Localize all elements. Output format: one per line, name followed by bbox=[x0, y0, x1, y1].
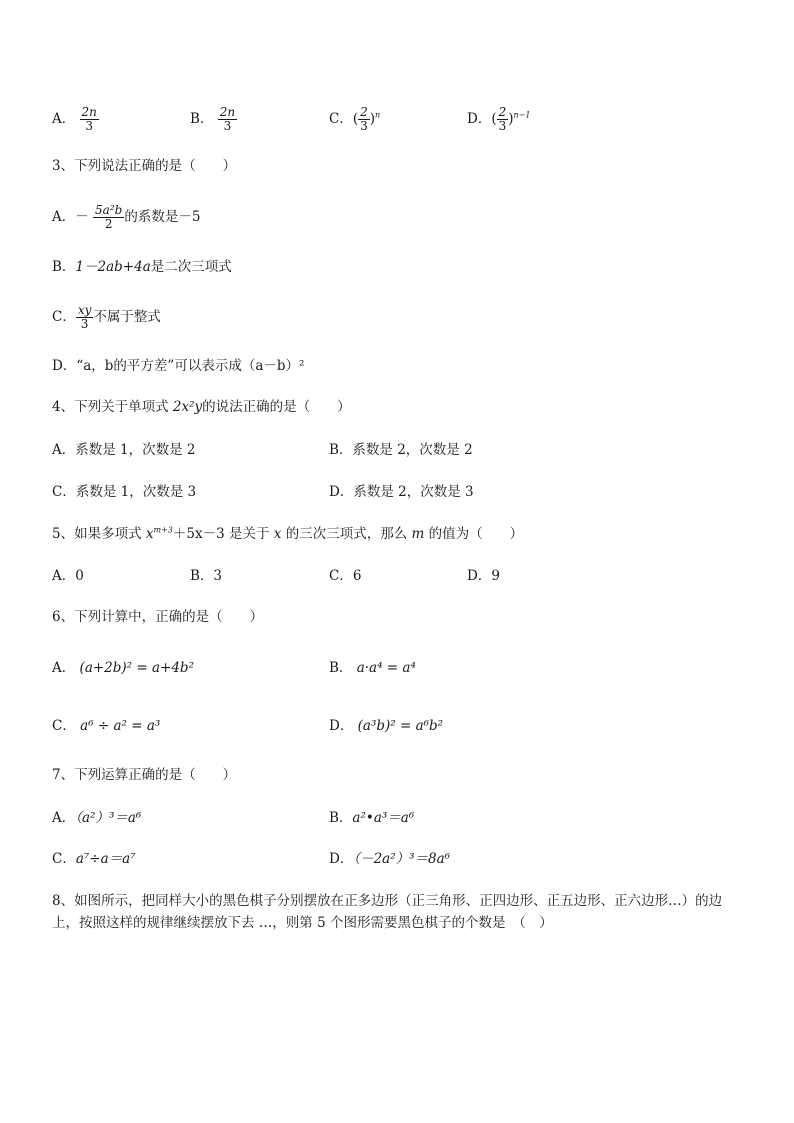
q7-option-a[interactable]: A．（a²）³＝a⁶ bbox=[52, 810, 142, 826]
fraction: $\frac{2}{3}$ bbox=[360, 105, 368, 133]
q8-stem: 8、如图所示，把同样大小的黑色棋子分别摆放在正多边形（正三角形、正四边形、正五边形、正六边形…）的边上，按照这样的规律继续摆放下去 …，则第 5 个图形需要黑色棋子的个数是 （ ） bbox=[52, 893, 723, 931]
fraction: $\frac{2n}{3}$ bbox=[81, 105, 97, 133]
q5-option-c[interactable]: C．6 bbox=[329, 568, 362, 584]
q4-option-b[interactable]: B．系数是 2，次数是 2 bbox=[329, 442, 473, 458]
fraction: $\frac{\text{5a²b}}{2}$ bbox=[95, 203, 123, 231]
q7-option-b[interactable]: B．a²•a³＝a⁶ bbox=[329, 810, 415, 826]
q4-option-a[interactable]: A．系数是 1，次数是 2 bbox=[52, 442, 196, 458]
q5-stem: 5、如果多项式 $x^{m+3}+5x-3$ 是关于 x 的三次三项式，那么 m 的值为（ ） bbox=[52, 525, 524, 542]
q6-option-a[interactable]: A． (a+2b)² = a+4b² bbox=[52, 660, 194, 676]
q3-option-b[interactable]: B．1－2ab+4a是二次三项式 bbox=[52, 259, 232, 275]
q4-stem: 4、下列关于单项式 2x²y的说法正确的是（ ） bbox=[52, 399, 351, 415]
q6-option-b[interactable]: B． a·a⁴ = a⁴ bbox=[329, 660, 416, 676]
q7-option-d[interactable]: D．（－2a²）³＝8a⁶ bbox=[329, 851, 451, 867]
fraction: $\frac{2}{3}$ bbox=[498, 105, 507, 133]
q2-option-c[interactable]: C．( $\frac{2}{3}$ )$^n$ bbox=[329, 105, 381, 133]
fraction: $\frac{xy}{3}$ bbox=[77, 303, 92, 331]
q3-option-a[interactable]: A．－ $\frac{\text{5a²b}}{2}$ 的系数是－5 bbox=[52, 203, 201, 231]
q4-option-d[interactable]: D．系数是 2，次数是 3 bbox=[329, 484, 474, 500]
q3-option-d[interactable]: D．“a，b的平方差”可以表示成（a－b）² bbox=[52, 358, 305, 374]
q6-option-c[interactable]: C． a⁶ ÷ a² = a³ bbox=[52, 718, 161, 734]
q7-option-c[interactable]: C．a⁷÷a＝a⁷ bbox=[52, 851, 136, 867]
q2-option-d[interactable]: D．( $\frac{2}{3}$ )$^{n-1}$ bbox=[467, 105, 531, 133]
q2-option-a[interactable]: A． $\frac{2n}{3}$ bbox=[52, 105, 97, 133]
q6-option-d[interactable]: D． (a³b)² = a⁶b² bbox=[329, 718, 444, 734]
q7-stem: 7、下列运算正确的是（ ） bbox=[52, 767, 237, 783]
q2-option-b[interactable]: B． $\frac{2n}{3}$ bbox=[190, 105, 236, 133]
q5-option-a[interactable]: A．0 bbox=[52, 568, 84, 584]
fraction: $\frac{2n}{3}$ bbox=[219, 105, 236, 133]
q5-option-b[interactable]: B．3 bbox=[190, 568, 223, 584]
q3-stem: 3、下列说法正确的是（ ） bbox=[52, 158, 237, 174]
q5-option-d[interactable]: D．9 bbox=[467, 568, 500, 584]
q3-option-c[interactable]: C． $\frac{xy}{3}$ 不属于整式 bbox=[52, 303, 161, 331]
q6-stem: 6、下列计算中，正确的是（ ） bbox=[52, 609, 264, 625]
q4-option-c[interactable]: C．系数是 1，次数是 3 bbox=[52, 484, 197, 500]
